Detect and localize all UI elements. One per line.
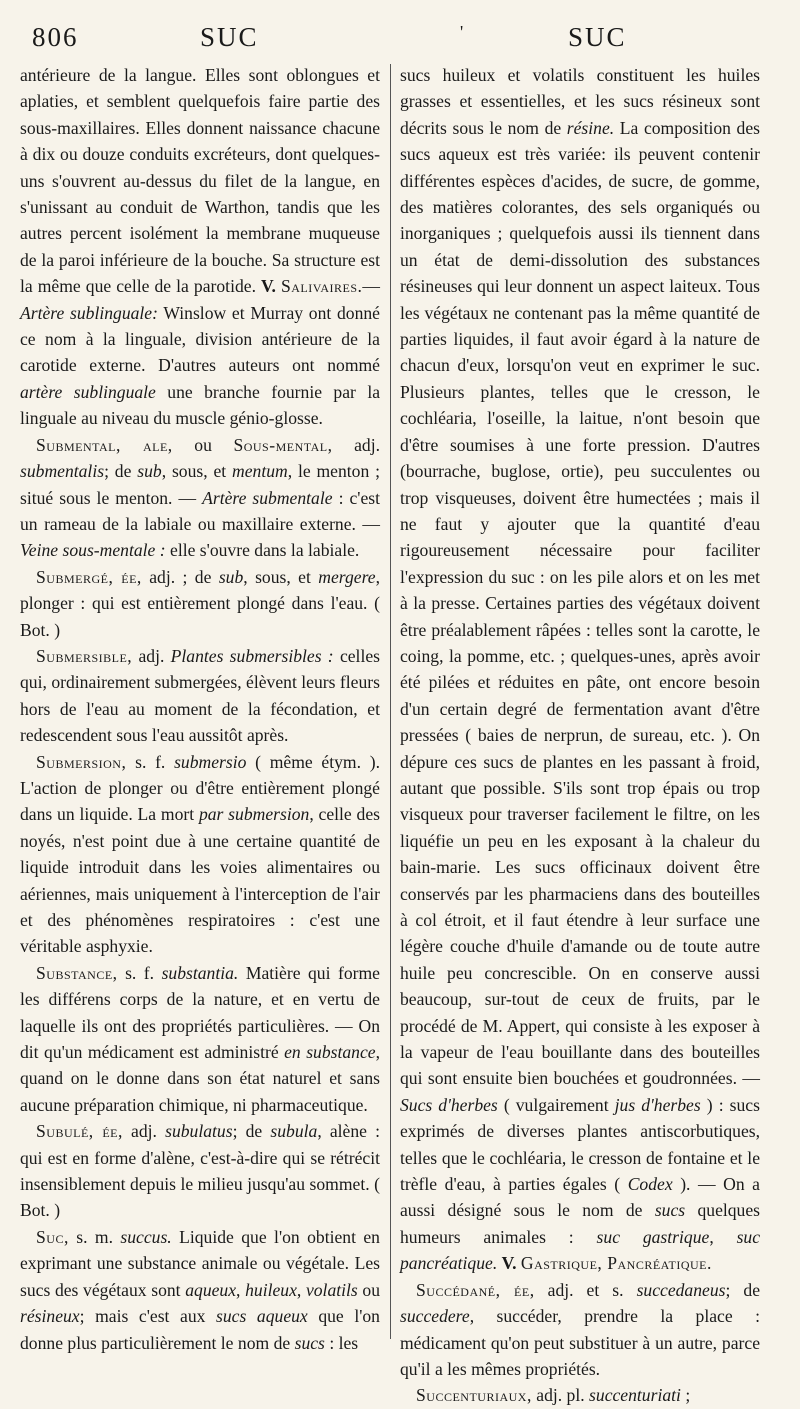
text-run: Codex [627, 1174, 673, 1195]
text-run: , celle des noyés, n'est point due à une certaine quantité de liquide introduit dans les voies alimentaires ou aériennes, mais uniquement à l'interception de l'air et des phénomènes respiratoires : c'est une véritable asphyxie. [20, 804, 380, 957]
text-run: quelques humeurs animales : [400, 1200, 761, 1247]
text-run: subula [270, 1121, 318, 1142]
text-run: volatils [305, 1279, 358, 1300]
text-run: adj. pl. [536, 1385, 585, 1406]
text-run: jus d'herbes [614, 1094, 701, 1115]
entry-submersible [20, 643, 380, 749]
text-run: Submersion, [36, 751, 127, 772]
text-run: Artère submentale [202, 487, 333, 508]
text-run: : les [329, 1332, 359, 1353]
text-run: Subulé, ée, [36, 1121, 123, 1142]
text-run: Salivaires. [280, 276, 363, 297]
text-run: Gastrique, Pancréatique. [520, 1253, 712, 1274]
header-mark: ' [460, 22, 466, 42]
text-run: mergere [318, 566, 376, 587]
column-divider [390, 64, 391, 1339]
text-run: adj. et s. [547, 1279, 624, 1300]
text-run: sub [218, 566, 244, 587]
text-run: ( même étym. ). L'action de plonger ou d'être entièrement plongé dans un liquide. La mort [20, 751, 380, 825]
text-run: succenturiati [589, 1385, 681, 1406]
text-run: , plonger : qui est entièrement plongé dans l'eau. ( Bot. ) [20, 566, 380, 640]
text-run: adj. [354, 434, 381, 455]
text-run: s. f. [125, 962, 155, 983]
text-run: : c'est un rameau de la labiale ou maxillaire externe. — [20, 487, 381, 534]
entry-continuation [20, 62, 380, 432]
text-run: submersio [174, 751, 247, 772]
entry-succenturiaux [400, 1382, 760, 1408]
text-run: celles qui, ordinairement submergées, élèvent leurs fleurs hors de l'eau au moment de la fécondation, et redescendent sous l'eau aussitôt après. [20, 645, 380, 746]
entry-suc: Suc, s. m. succus. Liquide que l'on obtient en exprimant une substance animale ou végétale. Les sucs des végétaux sont aqueux, huileux, volatils ou résineux; mais c'est aux sucs aqueux que l'on donne plus particulièrement le nom de sucs : les [20, 1226, 381, 1353]
text-run: Substance, [36, 962, 118, 983]
text-run: ou [362, 1279, 381, 1300]
page-number: 806 [32, 22, 79, 52]
text-run: ; [685, 1385, 691, 1406]
text-run: ; de [232, 1121, 263, 1142]
text-run: Submental, ale, [36, 434, 173, 455]
text-run: V. [261, 276, 276, 297]
text-run: artère sublinguale [20, 381, 156, 402]
text-run: suc gastrique [596, 1226, 710, 1247]
text-run: sucs huileux et volatils constituent les huiles grasses et essentielles, et les sucs résineux sont décrits sous le nom de [400, 65, 760, 138]
text-run: Winslow et Murray ont donné ce nom à la linguale, division antérieure de la carotide externe. D'autres auteurs ont nommé [20, 302, 380, 376]
text-run: elle s'ouvre dans la labiale. [170, 540, 360, 561]
text-run: , succéder, prendre la place : médicament qu'on peut substituer à un autre, parce qu'il a les mêmes propriétés. [400, 1306, 760, 1379]
text-run: Matière qui forme les différens corps de la nature, et en vertu de laquelle ils ont des propriétés particulières. — On dit qu'un médicament est administré [20, 962, 380, 1063]
text-run: Succenturiaux, [416, 1385, 532, 1406]
text-run: Submersible, [36, 645, 133, 666]
text-run: adj. [138, 645, 165, 666]
text-run: adj. [131, 1121, 157, 1142]
entry-submental [20, 432, 380, 564]
entry-subule [20, 1118, 380, 1224]
text-run: substantia. [161, 962, 239, 983]
text-run: mentum [232, 461, 288, 482]
text-run: aqueux [185, 1279, 237, 1300]
entry-substance [20, 960, 380, 1118]
right-column [400, 62, 760, 1409]
text-run: ; de [725, 1279, 760, 1300]
text-run: Sous-mental, [233, 434, 333, 455]
text-run: suc pancréatique. [400, 1226, 761, 1274]
entry-succedane [400, 1277, 760, 1383]
text-run: ; de [104, 461, 132, 482]
text-run: que l'on donne plus particulièrement le nom de [20, 1306, 380, 1353]
text-run: , sous, et [161, 461, 227, 482]
text-run: Plantes submersibles : [170, 645, 334, 666]
text-run: V. [501, 1253, 517, 1274]
text-run: sucs aqueux [216, 1306, 308, 1327]
text-run: subulatus [165, 1121, 233, 1142]
text-run: s. f. [135, 751, 166, 772]
text-run: ). — On a aussi désigné sous le nom de [400, 1174, 760, 1221]
text-run: ) : sucs exprimés de diverses plantes antiscorbutiques, telles que le cochléaria, le cresson de fontaine et le trèfle d'eau, à parties égales ( [400, 1094, 760, 1195]
text-run: succus. [120, 1226, 172, 1247]
text-run: s. m. [76, 1226, 113, 1247]
entry-submersion [20, 749, 380, 960]
text-run: huileux [245, 1279, 297, 1300]
text-run: résine. [566, 117, 615, 138]
left-heading: SUC [200, 22, 259, 52]
text-run: , sous, et [243, 566, 311, 587]
text-run: succedere [400, 1306, 470, 1327]
text-run: , quand on le donne dans son état naturel et sans aucune préparation chimique, ni pharmaceutique. [20, 1042, 380, 1115]
text-run: par submersion [198, 804, 310, 825]
text-run: ou [194, 434, 212, 455]
text-run: antérieure de la langue. Elles sont oblongues et aplaties, et semblent quelquefois faire partie des sous-maxillaires. Elles donnent naissance chacune à dix ou douze conduits excréteurs, dont quelques-uns s'ouvrent au-dessus du filet de la langue, en s'unissant au conduit de Warthon, tandis que les autres percent isolément la membrane muqueuse de la paroi inférieure de la bouche. Sa structure est la même que celle de la parotide. [20, 65, 380, 297]
text-run: succedaneus [636, 1279, 726, 1300]
text-run: — [362, 276, 380, 297]
text-run: une branche fournie par la linguale au niveau du muscle génio-glosse. [20, 381, 381, 429]
text-run: Veine sous-mentale : [20, 540, 166, 561]
text-run: sucs [654, 1200, 686, 1221]
text-run: Liquide que l'on obtient en exprimant une substance animale ou végétale. Les sucs des végétaux sont [20, 1226, 380, 1300]
running-header [30, 22, 770, 60]
text-run: submentalis [20, 461, 105, 482]
entry-submerge [20, 564, 380, 643]
entry-suc-continuation: sucs huileux et volatils constituent les huiles grasses et essentielles, et les sucs résineux sont décrits sous le nom de résine. La composition des sucs aqueux est très variée: ils peuvent contenir différentes espèces d'acides, de sucre, de gomme, des matières colorantes, des sels organiqués ou inorganiques ; quelquefois aussi ils tiennent dans un état de demi-dissolution des substances résineuses qui leur donnent un aspect laiteux. Tous les végétaux ne contenant pas la même quantité de parties liquides, il faut avoir égard à la nature de chacun d'eux, lorsqu'on veut en exprimer le suc. Plusieurs plantes, telles que le cresson, le cochléaria, l'oseille, la laitue, n'ont besoin que d'être soumises à une forte pression. D'autres (bourrache, buglose, ortie), peu succulentes ou trop visqueuses, doivent être humectées ; mais il ne faut y ajouter que la quantité d'eau rigoureusement nécessaire pour faciliter l'expression du suc : on les pile alors et on les met à la presse. Certaines parties des végétaux doivent être préalablement râpées : telles sont la carotte, le coing, la pomme, etc. ; quelques-unes, après avoir été pilées et réduites en pâte, ont encore besoin d'un certain degré de fermentation avant d'être pressées ( baies de nerprun, de sureau, etc. ). On dépure ces sucs de plantes en les passant à froid, autant que possible. S'ils sont trop épais ou trop visqueux pour traverser facilement le filtre, on les liquéfie un peu en les exposant à la chaleur du bain-marie. Les sucs officinaux doivent être conservés par les pharmaciens dans des bouteilles à col étroit, et il faut étendre à leur surface une légère couche d'huile d'amande ou de toute autre huile peu concrescible. On en conserve aussi beaucoup, sur-tout de ceux de fruits, par le procédé de M. Appert, qui consiste à les exposer à la vapeur de l'eau bouillante dans des bouteilles qui sont ensuite bien bouchées et goudronnées. —Sucs d'herbes ( vulgairement jus d'herbes ) : sucs exprimés de diverses plantes antiscorbutiques, telles que le cochléaria, le cresson de fontaine et le trèfle d'eau, à parties égales ( Codex ). — On a aussi désigné sous le nom de sucs quelques humeurs animales : suc gastrique, suc pancréatique. V. Gastrique, Pancréatique. [400, 65, 761, 1274]
text-run: résineux [20, 1306, 80, 1327]
text-run: , alène : qui est en forme d'alène, c'est-à-dire qui se rétrécit insensiblement depuis le milieu jusqu'au sommet. ( Bot. ) [20, 1121, 380, 1221]
right-heading: SUC [568, 22, 627, 52]
text-run: adj. ; de [149, 566, 212, 587]
text-run: Succédané, ée, [416, 1279, 535, 1300]
text-run: Submergé, ée, [36, 566, 142, 587]
text-run: ; mais c'est aux [79, 1306, 206, 1327]
text-run: Sucs d'herbes [400, 1094, 498, 1115]
text-run: Suc, [36, 1226, 69, 1247]
text-run: La composition des sucs aqueux est très variée: ils peuvent contenir différentes espèces d'acides, de sucre, de gomme, des matières colorantes, des sels organiqués ou inorganiques ; quelquefois aussi ils tiennent dans un état de demi-dissolution des substances résineuses qui leur donnent un aspect laiteux. Tous les végétaux ne contenant pas la même quantité de parties liquides, il faut avoir égard à la nature de chacun d'eux, lorsqu'on veut en exprimer le suc. Plusieurs plantes, telles que le cresson, le cochléaria, l'oseille, la laitue, n'ont besoin que d'être soumises à une forte pression. D'autres (bourrache, buglose, ortie), peu succulentes ou trop visqueuses, doivent être humectées ; mais il ne faut y ajouter que la quantité d'eau rigoureusement nécessaire pour faciliter l'expression du suc : on les pile alors et on les met à la presse. Certaines parties des végétaux doivent être préalablement râpées : telles sont la carotte, le coing, la pomme, etc. ; quelques-unes, après avoir été pilées et réduites en pâte, ont encore besoin d'un certain degré de fermentation avant d'être pressées ( baies de nerprun, de sureau, etc. ). On dépure ces sucs de plantes en les passant à froid, autant que possible. S'ils sont trop épais ou trop visqueux pour traverser facilement le filtre, on les liquéfie un peu en les exposant à la chaleur du bain-marie. Les sucs officinaux doivent être conservés par les pharmaciens dans des bouteilles à col étroit, et il faut étendre à leur surface une légère couche d'huile d'amande ou de toute autre huile peu concrescible. On en conserve aussi beaucoup, sur-tout de ceux de fruits, par le procédé de M. Appert, qui consiste à les exposer à la vapeur de l'eau bouillante dans des bouteilles qui sont ensuite bien bouchées et goudronnées. — [400, 117, 760, 1089]
text-run: , le menton ; situé sous le menton. — [20, 461, 380, 508]
left-column [20, 62, 380, 1356]
text-run: sub [137, 461, 162, 482]
text-run: ( vulgairement [503, 1094, 609, 1115]
text-run: sucs [294, 1332, 325, 1353]
text-run: en substance [284, 1042, 376, 1063]
text-run: Artère sublinguale: [20, 302, 158, 323]
